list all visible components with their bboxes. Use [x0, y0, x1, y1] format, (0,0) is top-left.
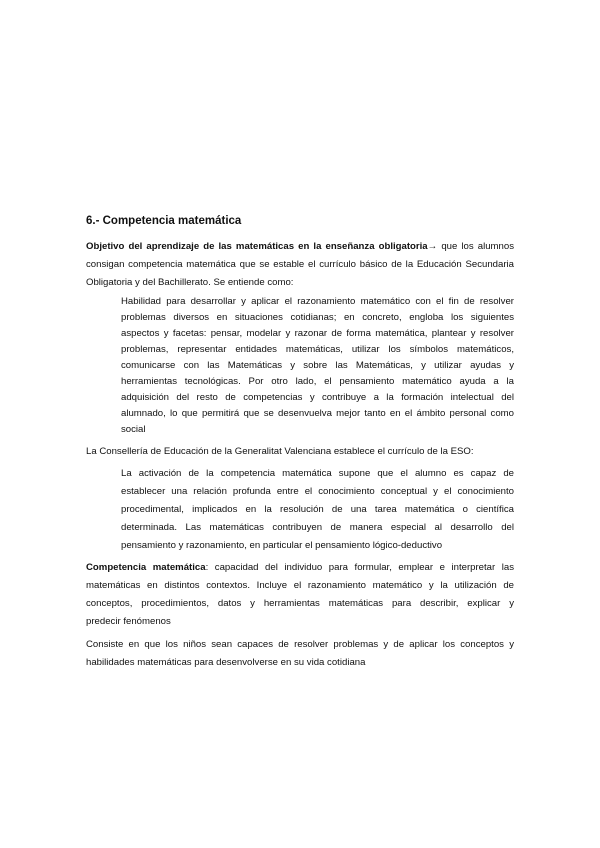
- quote-block-2: [121, 465, 514, 555]
- text-line: adquisición del resto de competencias y contribuye a la formación intelectual del: [121, 392, 514, 403]
- text-line: social: [121, 424, 146, 435]
- paragraph-definition: [86, 559, 514, 631]
- text-line: comunicarse con las Matemáticas y sobre las Matemáticas, y utilizar ayudas y: [121, 360, 514, 371]
- paragraph-consiste: [86, 636, 514, 672]
- text-line: [86, 238, 514, 256]
- paragraph-conselleria: [86, 443, 514, 461]
- text-line: aspectos y facetas: pensar, modelar y razonar de forma matemática, plantear y resolver: [121, 328, 514, 339]
- text-line: Obligatoria y del Bachillerato. Se entiende como:: [86, 277, 294, 288]
- text-span: que los alumnos: [437, 241, 514, 252]
- section-heading: 6.- Competencia matemática: [86, 215, 242, 227]
- text-line: problemas diversos en situaciones cotidianas; en concreto, engloba los siguientes: [121, 312, 514, 323]
- text-line: Consiste en que los niños sean capaces de resolver problemas y de aplicar los conceptos y: [86, 639, 514, 650]
- bold-term: Objetivo del aprendizaje de las matemáticas en la enseñanza obligatoria: [86, 241, 428, 252]
- text-line: establecer una relación profunda entre el conocimiento conceptual y el conocimiento: [121, 486, 514, 497]
- arrow-icon: →: [427, 241, 438, 252]
- text-line: La Consellería de Educación de la Generalitat Valenciana establece el currículo de la ESO:: [86, 446, 474, 457]
- text-line: procedimental, implicados en la resolución de una tarea matemática o científica: [121, 504, 514, 515]
- bold-term: Competencia matemática: [86, 562, 206, 573]
- text-line: matemáticas en distintos contextos. Incluye el razonamiento matemático y la utilización de: [86, 580, 514, 591]
- text-span: : capacidad del individuo para formular, emplear e interpretar las: [205, 562, 514, 573]
- quote-block-1: [121, 294, 514, 438]
- text-line: consigan competencia matemática que se estable el currículo básico de la Educación Secundaria: [86, 259, 514, 270]
- text-line: conceptos, procedimientos, datos y herramientas matemáticas para describir, explicar y: [86, 598, 514, 609]
- text-line: predecir fenómenos: [86, 616, 171, 627]
- text-line: problemas, representar entidades matemáticas, utilizar los símbolos matemáticos,: [121, 344, 514, 355]
- text-line: herramientas tecnológicas. Por otro lado, el pensamiento matemático ayuda a la: [121, 376, 514, 387]
- paragraph-objective: [86, 238, 514, 292]
- text-line: La activación de la competencia matemática supone que el alumno es capaz de: [121, 468, 514, 479]
- text-line: [86, 559, 514, 577]
- text-line: alumnado, lo que permitirá que se desenvuelva mejor tanto en el ámbito personal como: [121, 408, 514, 419]
- text-line: habilidades matemáticas para desenvolverse en su vida cotidiana: [86, 657, 366, 668]
- text-line: pensamiento y razonamiento, en particular el pensamiento lógico-deductivo: [121, 540, 443, 551]
- text-line: Habilidad para desarrollar y aplicar el razonamiento matemático con el fin de resolver: [121, 296, 514, 307]
- text-line: determinada. Las matemáticas contribuyen de manera especial al desarrollo del: [121, 522, 514, 533]
